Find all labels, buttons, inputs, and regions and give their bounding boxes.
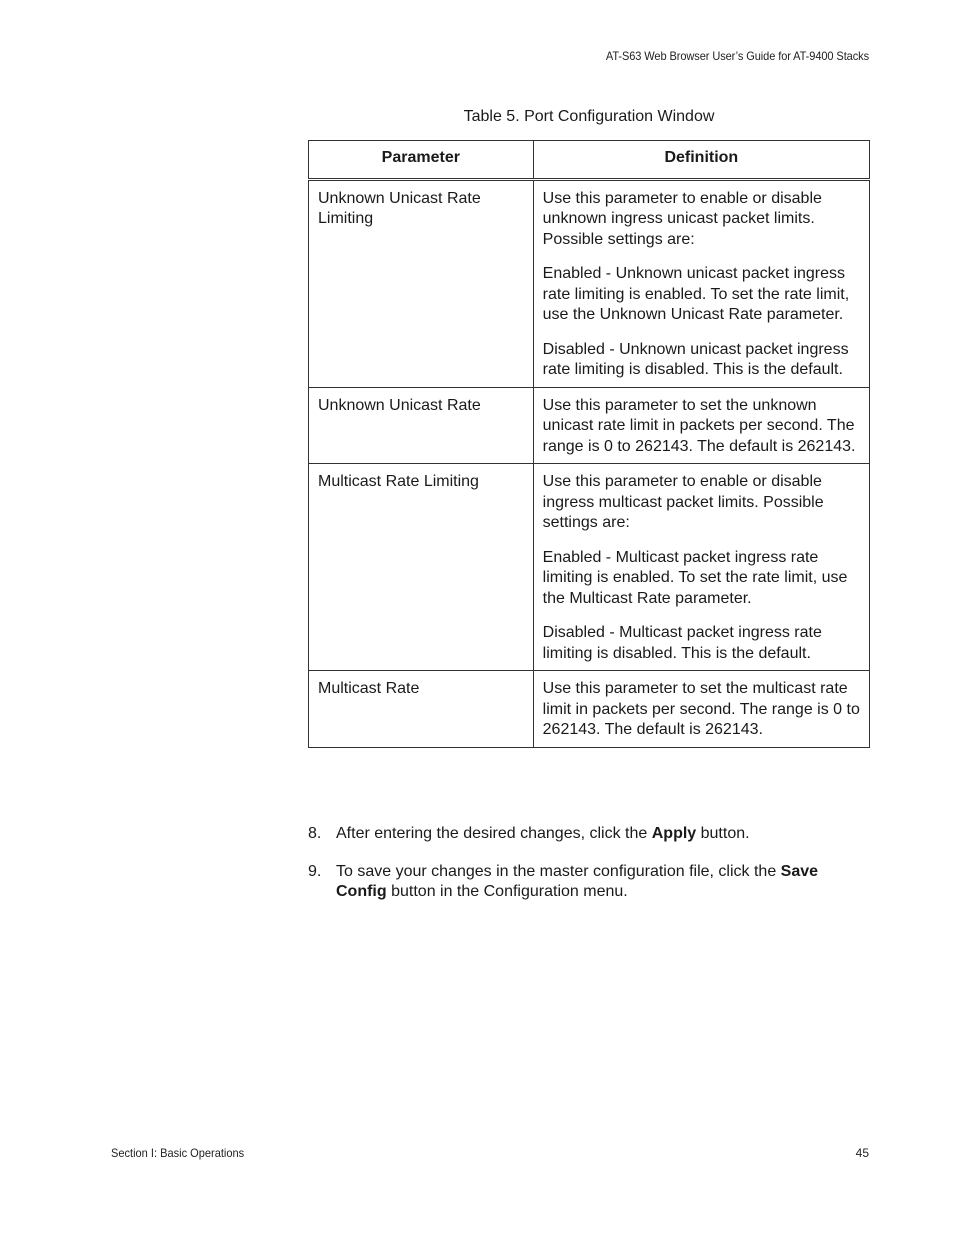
step-ui-term: Apply: [651, 825, 697, 842]
definition-cell: [533, 387, 869, 464]
procedure-steps: [308, 824, 870, 920]
table-row: [309, 464, 870, 671]
step-item: [308, 862, 870, 903]
step-text: [336, 824, 870, 845]
step-number: 9.: [308, 862, 322, 880]
port-configuration-table: [308, 140, 870, 748]
definition-cell: [533, 464, 869, 671]
column-header-parameter: Parameter: [309, 141, 534, 180]
definition-cell: [533, 671, 869, 748]
step-text-after: button.: [696, 825, 750, 842]
step-text-before: After entering the desired changes, click the: [336, 825, 652, 842]
step-number: 8.: [308, 825, 322, 842]
step-item: [308, 824, 870, 845]
definition-paragraph: Enabled - Multicast packet ingress rate limiting is enabled. To set the rate limit, use the Multicast Rate parameter.: [542, 548, 848, 607]
definition-paragraph: Disabled - Multicast packet ingress rate limiting is disabled. This is the default.: [542, 624, 822, 662]
parameter-cell: Unknown Unicast Rate Limiting: [309, 179, 534, 387]
parameter-cell: Unknown Unicast Rate: [309, 387, 534, 464]
step-ui-term: Save Config: [336, 862, 819, 900]
table-row: [309, 671, 870, 748]
table-row: [309, 179, 870, 387]
step-text-before: To save your changes in the master configuration file, click the: [336, 862, 781, 880]
definition-paragraph: Use this parameter to enable or disable ingress multicast packet limits. Possible settings are:: [542, 473, 824, 531]
table-row: [309, 387, 870, 464]
parameter-cell: Multicast Rate: [309, 671, 534, 748]
definition-paragraph: Enabled - Unknown unicast packet ingress rate limiting is enabled. To set the rate limit, use the Unknown Unicast Rate parameter.: [542, 265, 850, 323]
running-header: AT-S63 Web Browser User’s Guide for AT-9400 Stacks: [605, 49, 869, 63]
column-header-definition: Definition: [533, 141, 869, 180]
step-text-after: button in the Configuration menu.: [386, 883, 628, 900]
parameter-cell: Multicast Rate Limiting: [309, 464, 534, 671]
table-caption: Table 5. Port Configuration Window: [463, 108, 715, 125]
definition-cell: [533, 179, 869, 387]
footer-section-title: Section I: Basic Operations: [111, 1146, 245, 1160]
definition-paragraph: Use this parameter to enable or disable unknown ingress unicast packet limits. Possible settings are:: [542, 189, 822, 248]
definition-paragraph: Disabled - Unknown unicast packet ingress rate limiting is disabled. This is the default.: [542, 340, 849, 378]
definition-paragraph: Use this parameter to set the unknown unicast rate limit in packets per second. The range is 0 to 262143. The default is 262143.: [542, 396, 856, 455]
step-text: [336, 862, 870, 903]
footer-page-number: 45: [855, 1146, 869, 1160]
definition-paragraph: Use this parameter to set the multicast rate limit in packets per second. The range is 0 to 262143. The default is 262143.: [542, 680, 860, 738]
table-header-row: [309, 141, 870, 180]
